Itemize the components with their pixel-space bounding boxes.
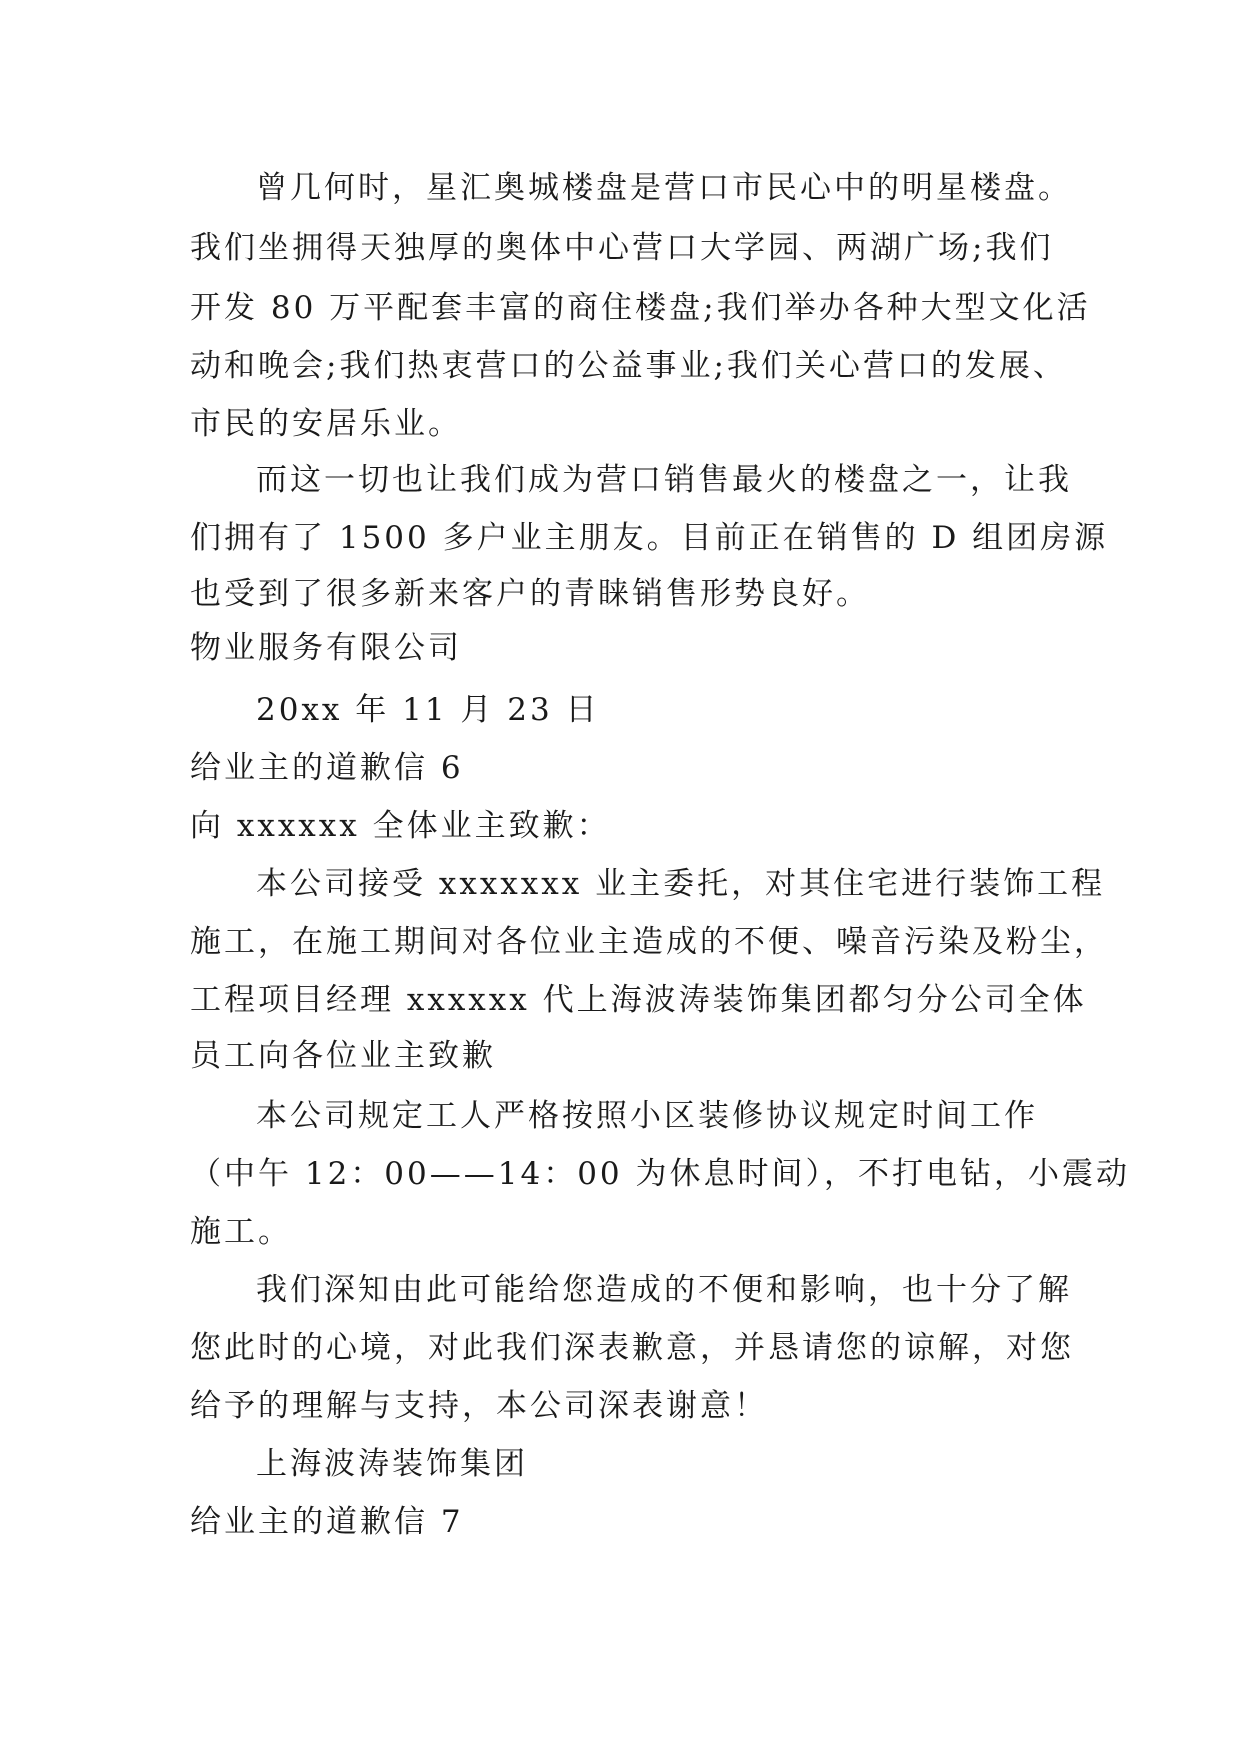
paragraph-line: 员工向各位业主致歉 xyxy=(190,1038,496,1074)
letter-title: 给业主的道歉信 7 xyxy=(190,1504,464,1540)
paragraph-line: 工程项目经理 xxxxxx 代上海波涛装饰集团都匀分公司全体 xyxy=(190,982,1087,1018)
paragraph-line: （中午 12：00——14：00 为休息时间），不打电钻，小震动 xyxy=(190,1156,1130,1192)
salutation: 向 xxxxxx 全体业主致歉： xyxy=(190,808,611,844)
company-signature: 上海波涛装饰集团 xyxy=(256,1446,528,1482)
company-signature: 物业服务有限公司 xyxy=(190,630,462,666)
paragraph-line: 动和晚会;我们热衷营口的公益事业;我们关心营口的发展、 xyxy=(190,348,1067,384)
paragraph-line: 市民的安居乐业。 xyxy=(190,406,462,442)
paragraph-line: 曾几何时，星汇奥城楼盘是营口市民心中的明星楼盘。 xyxy=(256,170,1072,206)
paragraph-line: 本公司规定工人严格按照小区装修协议规定时间工作 xyxy=(256,1098,1038,1134)
date-line: 20xx 年 11 月 23 日 xyxy=(256,692,600,728)
paragraph-line: 本公司接受 xxxxxxx 业主委托，对其住宅进行装饰工程 xyxy=(256,866,1106,902)
paragraph-line: 我们深知由此可能给您造成的不便和影响，也十分了解 xyxy=(256,1272,1072,1308)
paragraph-line: 也受到了很多新来客户的青睐销售形势良好。 xyxy=(190,576,870,612)
paragraph-line: 给予的理解与支持，本公司深表谢意！ xyxy=(190,1388,768,1424)
paragraph-line: 施工。 xyxy=(190,1214,292,1250)
paragraph-line: 开发 80 万平配套丰富的商住楼盘;我们举办各种大型文化活 xyxy=(190,290,1091,326)
letter-title: 给业主的道歉信 6 xyxy=(190,750,464,786)
paragraph-line: 您此时的心境，对此我们深表歉意，并恳请您的谅解，对您 xyxy=(190,1330,1074,1366)
paragraph-line: 们拥有了 1500 多户业主朋友。目前正在销售的 D 组团房源 xyxy=(190,520,1109,556)
paragraph-line: 施工，在施工期间对各位业主造成的不便、噪音污染及粉尘， xyxy=(190,924,1108,960)
paragraph-line: 我们坐拥得天独厚的奥体中心营口大学园、两湖广场;我们 xyxy=(190,230,1054,266)
paragraph-line: 而这一切也让我们成为营口销售最火的楼盘之一，让我 xyxy=(256,462,1072,498)
